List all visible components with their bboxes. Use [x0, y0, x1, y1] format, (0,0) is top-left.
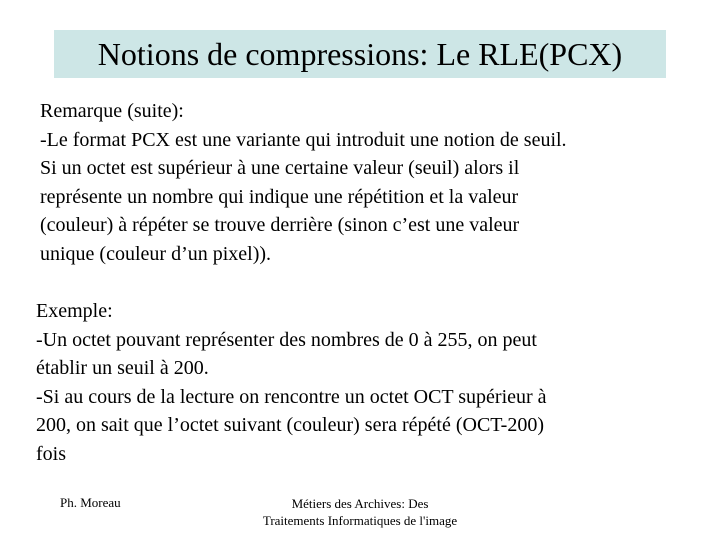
- exemple-block: [36, 297, 547, 469]
- remarque-block: [40, 97, 567, 269]
- footer-author: Ph. Moreau: [60, 495, 121, 510]
- remarque-line: -Le format PCX est une variante qui introduit une notion de seuil.: [40, 128, 567, 151]
- remarque-line: représente un nombre qui indique une répétition et la valeur: [40, 185, 519, 208]
- remarque-line: Si un octet est supérieur à une certaine valeur (seuil) alors il: [40, 157, 520, 180]
- exemple-line: -Si au cours de la lecture on rencontre un octet OCT supérieur à: [36, 385, 547, 408]
- exemple-heading: Exemple:: [36, 300, 113, 322]
- footer-course-line: Métiers des Archives: Des: [291, 496, 429, 511]
- title-box: [54, 30, 666, 78]
- remarque-heading: Remarque (suite):: [40, 100, 184, 122]
- exemple-line: établir un seuil à 200.: [36, 357, 209, 380]
- slide-title: Notions de compressions: Le RLE(PCX): [97, 36, 623, 72]
- footer-course: [240, 495, 480, 529]
- remarque-line: (couleur) à répéter se trouve derrière (sinon c’est une valeur: [40, 214, 520, 237]
- exemple-line: -Un octet pouvant représenter des nombres de 0 à 255, on peut: [36, 328, 537, 351]
- footer-course-line: Traitements Informatiques de l'image: [262, 513, 458, 528]
- exemple-line: 200, on sait que l’octet suivant (couleur) sera répété (OCT-200): [36, 414, 544, 437]
- remarque-line: unique (couleur d’un pixel)).: [40, 242, 272, 265]
- exemple-line: fois: [36, 442, 66, 465]
